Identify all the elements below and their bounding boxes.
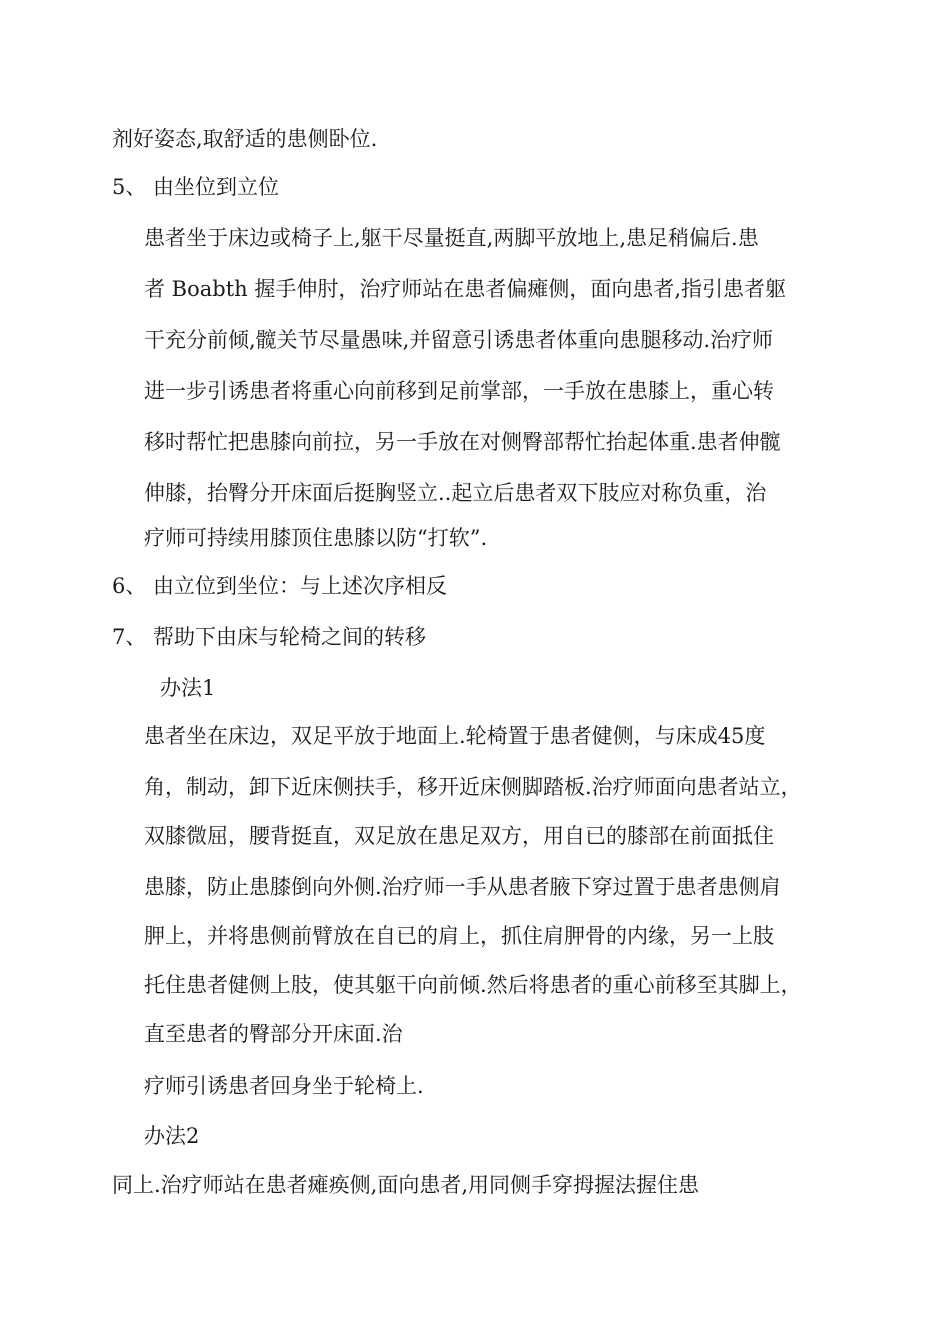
text-line: 托住患者健侧上肢，使其躯干向前倾.然后将患者的重心前移至其脚上，	[144, 973, 802, 997]
subheading: 办法1	[160, 676, 216, 700]
text-line: 双膝微屈，腰背挺直，双足放在患足双方，用自已的膝部在前面抵住	[144, 824, 774, 848]
text-line: 伸膝，抬臀分开床面后挺胸竖立..起立后患者双下肢应对称负重，治	[144, 481, 767, 505]
text-line: 疗师可持续用膝顶住患膝以防“打软”.	[144, 526, 488, 550]
text-line: 患者坐于床边或椅子上,躯干尽量挺直,两脚平放地上,患足稍偏后.患	[144, 226, 759, 250]
text-line: 患者坐在床边，双足平放于地面上.轮椅置于患者健侧，与床成45度	[144, 724, 766, 748]
text-line: 直至患者的臀部分开床面.治	[144, 1022, 403, 1046]
text-line: 患膝，防止患膝倒向外侧.治疗师一手从患者腋下穿过置于患者患侧肩	[144, 875, 781, 899]
section-heading: 5、 由坐位到立位	[112, 175, 280, 199]
text-line: 疗师引诱患者回身坐于轮椅上.	[144, 1074, 424, 1098]
text-line: 剂好姿态,取舒适的患侧卧位.	[112, 127, 378, 151]
text-line: 干充分前倾,髋关节尽量愚味,并留意引诱患者体重向患腿移动.治疗师	[144, 328, 774, 352]
text-line: 胛上，并将患侧前臂放在自已的肩上，抓住肩胛骨的内缘，另一上肢	[144, 924, 774, 948]
text-line: 角，制动，卸下近床侧扶手，移开近床侧脚踏板.治疗师面向患者站立，	[144, 775, 802, 799]
text-line: 移时帮忙把患膝向前拉，另一手放在对侧臀部帮忙抬起体重.患者伸髋	[144, 430, 781, 454]
section-heading: 6、 由立位到坐位：与上述次序相反	[112, 574, 448, 598]
section-heading: 7、 帮助下由床与轮椅之间的转移	[112, 625, 427, 649]
subheading: 办法2	[144, 1124, 200, 1148]
text-line: 者 Boabth 握手伸肘，治疗师站在患者偏瘫侧，面向患者,指引患者躯	[144, 277, 787, 301]
text-line: 进一步引诱患者将重心向前移到足前掌部，一手放在患膝上，重心转	[144, 379, 774, 403]
text-line: 同上.治疗师站在患者瘫痪侧,面向患者,用同侧手穿拇握法握住患	[112, 1173, 700, 1197]
